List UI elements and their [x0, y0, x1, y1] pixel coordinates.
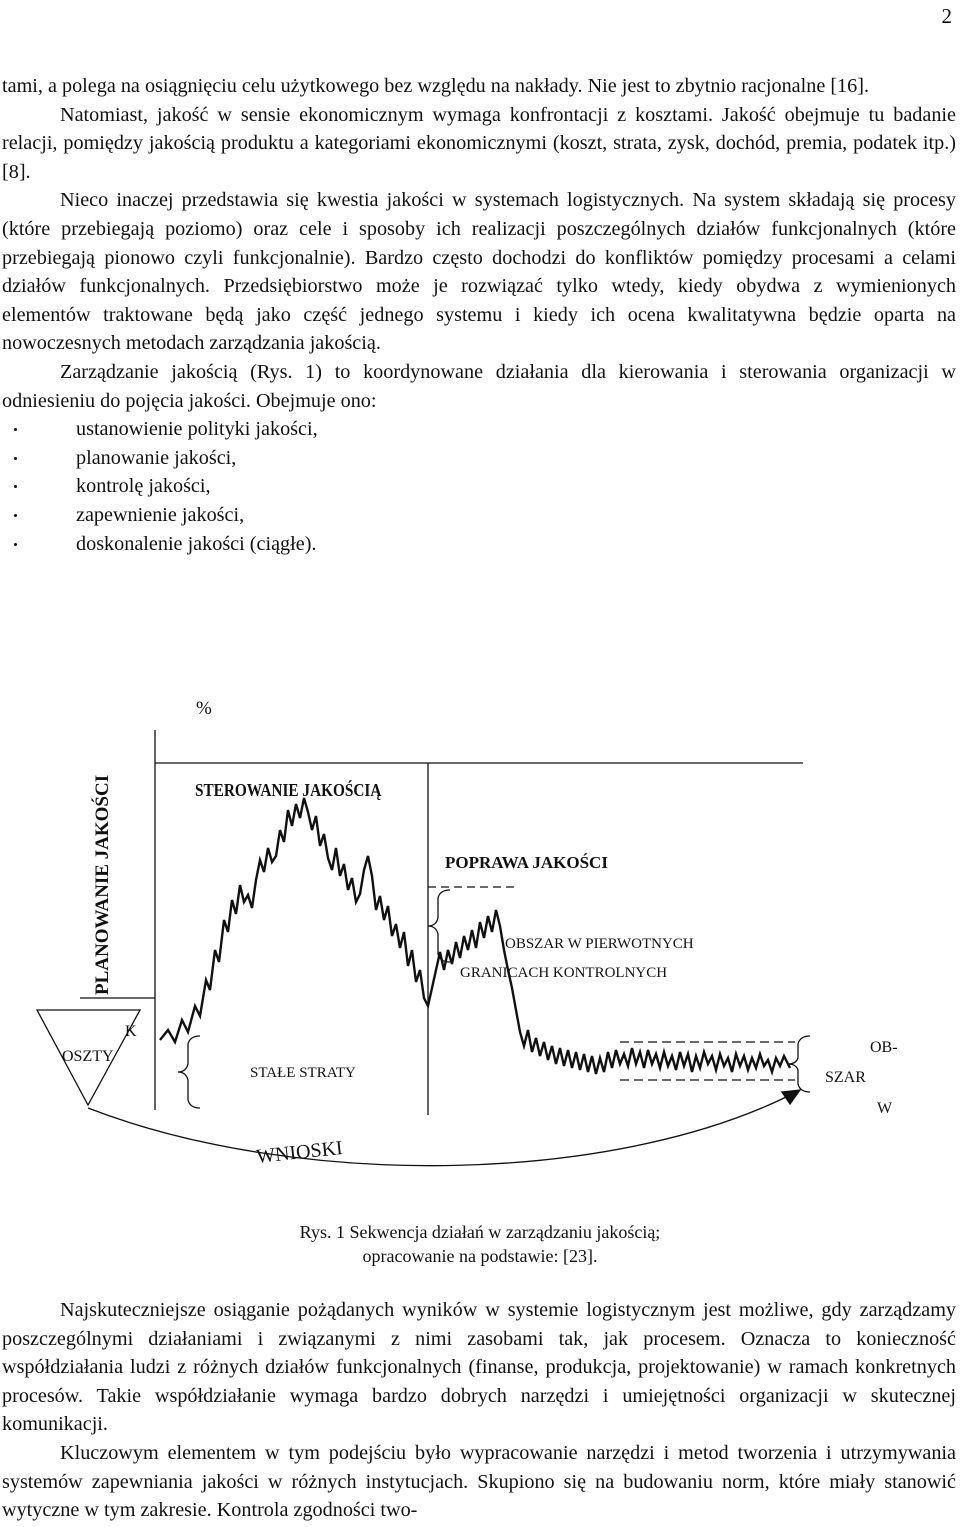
- body-text-top: [2, 72, 956, 558]
- list-item: doskonalenie jakości (ciągłe).: [2, 530, 956, 559]
- planowanie-label: PLANOWANIE JAKOŚCI: [92, 774, 113, 995]
- k-label: K: [125, 1023, 137, 1040]
- paragraph: tami, a polega na osiągnięciu celu użytkowego bez względu na nakłady. Nie jest to zbytnio racjonalne [16].: [2, 75, 870, 97]
- list-item: ustanowienie polityki jakości,: [2, 415, 956, 444]
- obszar-label-line2: GRANICACH KONTROLNYCH: [460, 965, 668, 981]
- obszar-label-line1: OBSZAR W PIERWOTNYCH: [505, 936, 694, 952]
- page-number: 2: [941, 4, 952, 28]
- caption-line: Rys. 1 Sekwencja działań w zarządzaniu jakością;: [299, 1222, 661, 1242]
- quality-curve: [160, 798, 790, 1074]
- percent-label: %: [196, 698, 212, 719]
- quality-management-figure: [0, 680, 960, 1200]
- ob-label: OB-: [870, 1039, 898, 1056]
- poprawa-label: POPRAWA JAKOŚCI: [445, 853, 608, 872]
- stale-straty-brace: [178, 1036, 200, 1108]
- nowy-obszar-brace: [788, 1036, 810, 1092]
- sterowanie-label: STEROWANIE JAKOŚCIĄ: [195, 779, 382, 801]
- paragraph: Kluczowym elementem w tym podejściu było wypracowanie narzędzi i metod tworzenia i utrzymywania systemów zapewniania jakości w różnych instytucjach. Skupiono się na budowaniu norm, które miały stanowić wytyczne w tym zakresie. Kontrola zgodności two-: [2, 1441, 956, 1522]
- stale-straty-label: STAŁE STRATY: [250, 1065, 356, 1081]
- koszty-label: OSZTY: [62, 1048, 114, 1065]
- wnioski-arc: [88, 1090, 800, 1166]
- paragraph: Najskuteczniejsze osiąganie pożądanych wyników w systemie logistycznym jest możliwe, gdy zarządzamy poszczególnymi działaniami i związanymi z nimi zasobami tak, jak procesem. Oznacza to konieczność współdziałania ludzi z różnych działów funkcjonalnych (finanse, produkcja, projektowanie) w ramach konkretnych procesów. Takie współdziałanie wymaga bardzo dobrych narzędzi i umiejętności organizacji w skutecznej komunikacji.: [2, 1299, 956, 1436]
- caption-line: opracowanie na podstawie: [23].: [362, 1246, 598, 1266]
- list-item: planowanie jakości,: [2, 444, 956, 473]
- figure-caption: [0, 1220, 960, 1268]
- body-text-bottom: [2, 1296, 956, 1525]
- paragraph: Nieco inaczej przedstawia się kwestia jakości w systemach logistycznych. Na system składają się procesy (które przebiegają poziomo) oraz cele i sposoby ich realizacji poszczególnych działów funkcjonalnych (które przebiegają pionowo czyli funkcjonalnie). Bardzo często dochodzi do konfliktów pomiędzy procesami a celami działów funkcjonalnych. Przedsiębiorstwo może je rozwiązać tylko wtedy, kiedy obydwa z wymienionych elementów traktowane będą jako część jednego systemu i kiedy ich ocena kwalitatywna będzie oparta na nowoczesnych metodach zarządzania jakością.: [2, 189, 956, 355]
- w-label: W: [877, 1100, 893, 1117]
- szar-label: SZAR: [825, 1069, 866, 1086]
- wnioski-label: WNIOSKI: [255, 1137, 344, 1168]
- list-item: kontrolę jakości,: [2, 472, 956, 501]
- bullet-list: [2, 415, 956, 558]
- paragraph: Zarządzanie jakością (Rys. 1) to koordynowane działania dla kierowania i sterowania organizacji w odniesieniu do pojęcia jakości. Obejmuje ono:: [2, 360, 956, 412]
- paragraph: Natomiast, jakość w sensie ekonomicznym wymaga konfrontacji z kosztami. Jakość obejmuje tu badanie relacji, pomiędzy jakością produktu a kategoriami ekonomicznymi (koszt, strata, zysk, dochód, premia, podatek itp.) [8].: [2, 103, 956, 183]
- list-item: zapewnienie jakości,: [2, 501, 956, 530]
- wnioski-arrow: [782, 1090, 800, 1104]
